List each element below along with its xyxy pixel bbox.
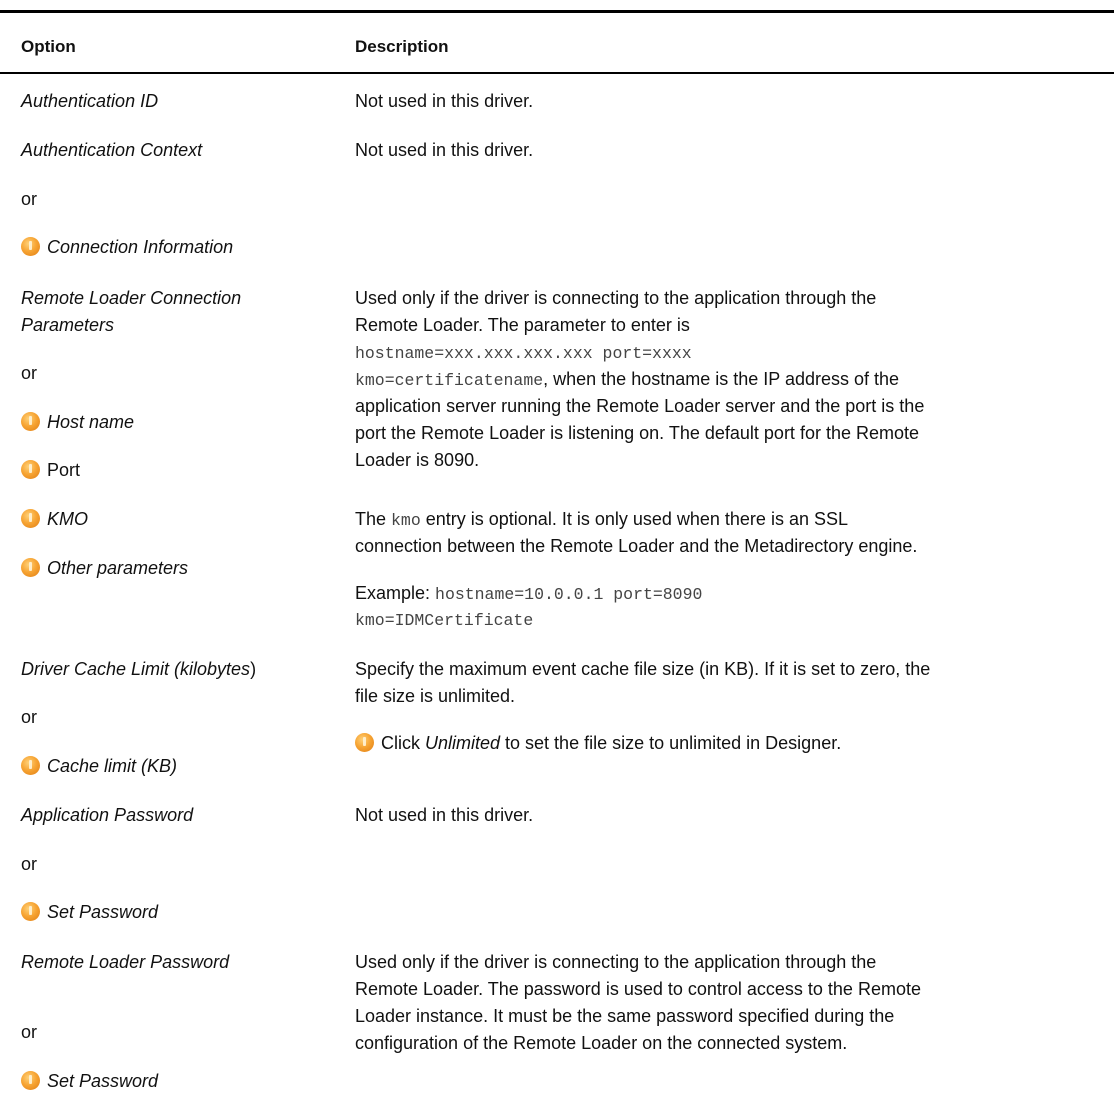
option-remote-loader-password: Remote Loader Password — [21, 952, 230, 972]
or-label: or — [21, 363, 38, 383]
desc-remote-params-line: Loader is 8090. — [355, 450, 480, 470]
code-connection-string: hostname=xxx.xxx.xxx.xxx port=xxxx — [355, 344, 692, 363]
desc-kmo-note-2: connection between the Remote Loader and the Metadirectory engine. — [355, 536, 918, 556]
code-example-kmo: kmo=IDMCertificate — [355, 611, 534, 630]
desc-application-password: Not used in this driver. — [355, 805, 534, 825]
header-option: Option — [21, 37, 76, 56]
option-application-password: Application Password — [21, 805, 194, 825]
option-authentication-id: Authentication ID — [21, 91, 159, 111]
desc-rl-password-line: configuration of the Remote Loader on the connected system. — [355, 1033, 848, 1053]
desc-authentication-id: Not used in this driver. — [355, 91, 534, 111]
designer-icon — [21, 902, 40, 921]
desc-remote-params-line: kmo=certificatename, when the hostname is the IP address of the — [355, 369, 900, 390]
designer-option-other-parameters: Other parameters — [21, 555, 188, 582]
option-driver-cache-limit: Driver Cache Limit (kilobytes) — [21, 659, 257, 679]
designer-icon — [21, 412, 40, 431]
designer-option-host-name: Host name — [21, 409, 134, 436]
designer-option-set-password: Set Password — [21, 899, 158, 926]
table-header-rule — [0, 72, 1114, 74]
designer-option-port: Port — [21, 457, 80, 484]
or-label: or — [21, 854, 38, 874]
desc-kmo-note: The kmo entry is optional. It is only used when there is an SSL — [355, 509, 848, 530]
desc-cache-designer-note: Click Unlimited to set the file size to unlimited in Designer. — [355, 730, 841, 757]
option-remote-loader-params-2: Parameters — [21, 315, 115, 335]
designer-icon — [21, 460, 40, 479]
designer-icon — [355, 733, 374, 752]
desc-remote-params-line: port the Remote Loader is listening on. The default port for the Remote — [355, 423, 919, 443]
designer-icon — [21, 237, 40, 256]
desc-cache-line: Specify the maximum event cache file size (in KB). If it is set to zero, the — [355, 659, 931, 679]
option-authentication-context: Authentication Context — [21, 140, 203, 160]
designer-option-cache-limit: Cache limit (KB) — [21, 753, 177, 780]
desc-rl-password-line: Remote Loader. The password is used to control access to the Remote — [355, 979, 921, 999]
or-label: or — [21, 1022, 38, 1042]
desc-remote-params-line: Used only if the driver is connecting to the application through the — [355, 288, 877, 308]
desc-remote-params-line: Remote Loader. The parameter to enter is — [355, 315, 690, 335]
designer-icon — [21, 509, 40, 528]
designer-icon — [21, 1071, 40, 1090]
desc-remote-params-line: application server running the Remote Loader server and the port is the — [355, 396, 925, 416]
designer-option-set-password: Set Password — [21, 1068, 158, 1095]
desc-cache-line: file size is unlimited. — [355, 686, 516, 706]
or-label: or — [21, 189, 38, 209]
option-remote-loader-params-1: Remote Loader Connection — [21, 288, 242, 308]
table-top-rule — [0, 10, 1114, 13]
designer-icon — [21, 558, 40, 577]
designer-option-connection-information: Connection Information — [21, 234, 233, 261]
desc-rl-password-line: Used only if the driver is connecting to the application through the — [355, 952, 877, 972]
desc-example: Example: hostname=10.0.0.1 port=8090 — [355, 583, 703, 604]
or-label: or — [21, 707, 38, 727]
desc-rl-password-line: Loader instance. It must be the same password specified during the — [355, 1006, 895, 1026]
desc-authentication-context: Not used in this driver. — [355, 140, 534, 160]
designer-icon — [21, 756, 40, 775]
header-description: Description — [355, 37, 449, 56]
designer-option-kmo: KMO — [21, 506, 88, 533]
